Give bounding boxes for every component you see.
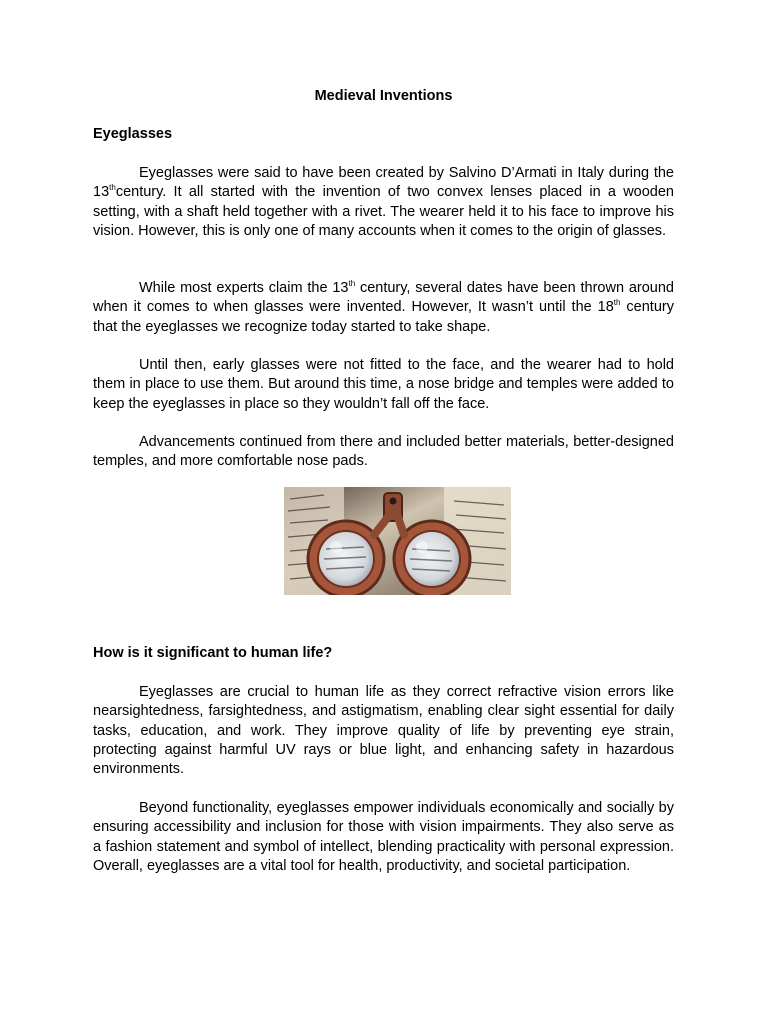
antique-eyeglasses-image [284, 487, 511, 595]
ordinal-suffix: th [348, 279, 356, 289]
document-page [93, 0, 674, 1024]
section-heading-eyeglasses: Eyeglasses [93, 126, 173, 142]
paragraph-origin-text-a: Eyeglasses were said to have been created by Salvino D’Armati in Italy during the 13 [93, 165, 674, 201]
paragraph-dates-text-a: While most experts claim the 13 [139, 280, 349, 296]
paragraph-fitting: Until then, early glasses were not fitted to the face, and the wearer had to hold them in place to use them. But around this time, a nose bridge and temples were added to keep the eyeglasses in place so they wouldn’t fall off the face. [93, 357, 674, 412]
paragraph-dates-text-b: century, several dates have been thrown around when it comes to when glasses were invented. However, It wasn’t until the 18 [93, 280, 674, 316]
paragraph-dates-text-c: century that the eyeglasses we recognize today started to take shape. [93, 299, 674, 335]
section-heading-significance: How is it significant to human life? [93, 645, 333, 661]
paragraph-dates [93, 279, 674, 337]
ordinal-suffix: th [613, 298, 621, 308]
antique-eyeglasses-icon [284, 487, 511, 595]
paragraph-origin [93, 164, 674, 241]
paragraph-beyond-functionality: Beyond functionality, eyeglasses empower individuals economically and socially by ensuring accessibility and inclusion for those with vision impairments. They also serve as a fashion statement and symbol of intellect, blending practicality with personal expression. Overall, eyeglasses are a vital tool for health, productivity, and societal participation. [93, 800, 674, 874]
document-title: Medieval Inventions [314, 88, 453, 104]
paragraph-advancements: Advancements continued from there and included better materials, better-designed temples, and more comfortable nose pads. [93, 434, 674, 470]
paragraph-importance: Eyeglasses are crucial to human life as they correct refractive vision errors like nearsightedness, farsightedness, and astigmatism, enabling clear sight essential for daily tasks, education, and work. They improve quality of life by preventing eye strain, protecting against harmful UV rays or blue light, and enhancing safety in hazardous environments. [93, 684, 674, 778]
paragraph-origin-text-b: century. It all started with the invention of two convex lenses placed in a wooden setting, with a shaft held together with a rivet. The wearer held it to his face to improve his vision. However, this is only one of many accounts when it comes to the origin of glasses. [93, 184, 674, 239]
ordinal-suffix: th [109, 183, 116, 193]
